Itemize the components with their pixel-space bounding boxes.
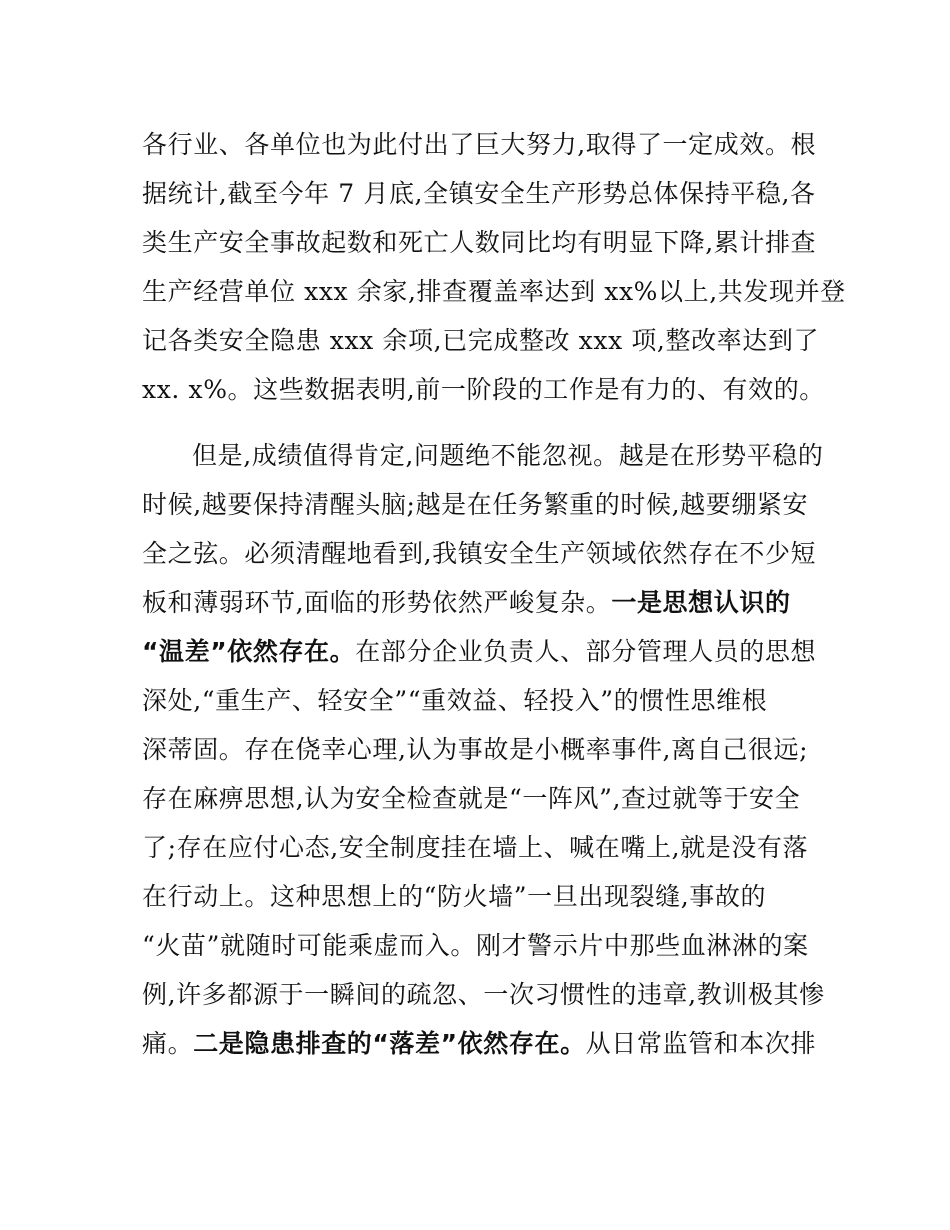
text-run: xx. x%。这些数据表明,前一阶段的工作是有力的、有效的。 [142,375,825,404]
text-line [142,321,822,361]
text-line [142,975,825,1015]
text-line [142,174,822,214]
text-run: 记各类安全隐患 xxx 余项,已完成整改 xxx 项,整改率达到了 [142,326,820,355]
text-run: 时候,越要保持清醒头脑;越是在任务繁重的时候,越要绷紧安 [142,490,809,519]
text-run: 生产经营单位 xxx 余家,排查覆盖率达到 xx%以上,共发现并登 [142,277,846,306]
text-line [142,370,825,410]
text-run: 了;存在应付心态,安全制度挂在墙上、喊在嘴上,就是没有落 [142,833,809,862]
text-run: 深蒂固。存在侥幸心理,认为事故是小概率事件,离自己很远; [142,735,809,764]
text-run: 板和薄弱环节,面临的形势依然严峻复杂。 [142,588,612,617]
text-line [142,534,822,574]
text-line [142,272,846,312]
text-run: 全之弦。必须清醒地看到,我镇安全生产领域依然存在不少短 [142,539,817,568]
text-line [142,223,822,263]
text-line [142,926,822,966]
text-line [142,828,822,868]
text-run: 在部分企业负责人、部分管理人员的思想 [355,637,817,666]
bold-heading-run: 二是隐患排查的“落差”依然存在。 [193,1029,586,1058]
text-run: 据统计,截至今年 7 月底,全镇安全生产形势总体保持平稳,各 [142,179,816,208]
text-run: 深处,“重生产、轻安全”“重效益、轻投入”的惯性思维根 [142,686,768,715]
bold-heading-run: “温差”依然存在。 [142,637,356,666]
bold-heading-run: 一是思想认识的 [611,588,791,617]
text-run: 但是,成绩值得肯定,问题绝不能忽视。越是在形势平稳的 [192,441,824,470]
text-run: 例,许多都源于一瞬间的疏忽、一次习惯性的违章,教训极其惨 [142,980,825,1009]
text-line [142,125,822,165]
text-line [142,681,822,721]
text-line [142,730,822,770]
text-run: 从日常监管和本次排 [585,1029,817,1058]
text-line [142,485,822,525]
text-run: 痛。 [142,1029,194,1058]
text-line [142,632,822,672]
text-run: 存在麻痹思想,认为安全检查就是“一阵风”,查过就等于安全 [142,784,801,813]
text-line [142,877,822,917]
text-run: 在行动上。这种思想上的“防火墙”一旦出现裂缝,事故的 [142,882,767,911]
text-run: “火苗”就随时可能乘虚而入。刚才警示片中那些血淋淋的案 [142,931,809,960]
text-line [142,583,822,623]
text-run: 各行业、各单位也为此付出了巨大努力,取得了一定成效。根 [142,130,817,159]
text-line [142,1024,822,1064]
text-run: 类生产安全事故起数和死亡人数同比均有明显下降,累计排查 [142,228,817,257]
text-line [142,779,822,819]
paragraph-first-line [192,436,872,476]
